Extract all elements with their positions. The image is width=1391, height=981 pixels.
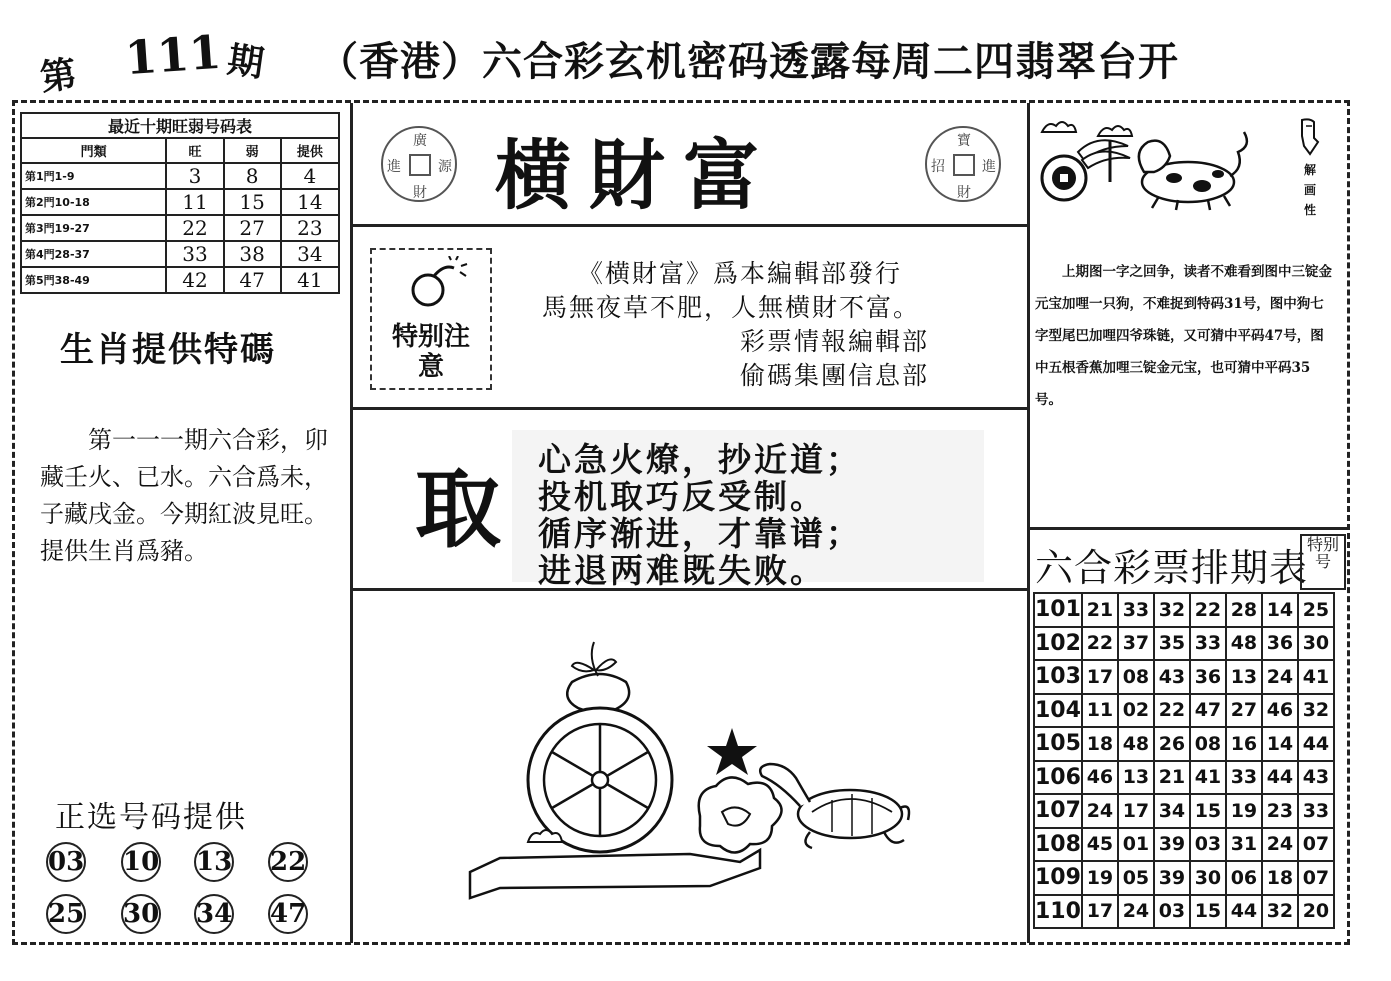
special-number: 20 (1298, 895, 1334, 929)
number: 48 (1226, 627, 1262, 661)
table-row (1034, 794, 1334, 828)
number: 43 (1154, 660, 1190, 694)
poem-line: 心急火燎，抄近道； (538, 440, 862, 479)
number: 32 (1262, 895, 1298, 929)
cell-pick: 41 (281, 267, 339, 293)
logo-title: 横財富 (495, 131, 777, 220)
cell-hot: 22 (166, 215, 223, 241)
number: 14 (1262, 593, 1298, 627)
number: 48 (1118, 727, 1154, 761)
intro-line: 偷碼集團信息部 (740, 361, 930, 390)
schedule-title: 六合彩票排期表 (1035, 546, 1309, 590)
special-number: 25 (1298, 593, 1334, 627)
intro-line: 《横財富》爲本編輯部發行 (578, 259, 903, 288)
row-label: 第1門1-9 (21, 163, 166, 189)
number: 06 (1226, 861, 1262, 895)
period: 108 (1034, 828, 1082, 862)
number: 05 (1118, 861, 1154, 895)
cell-pick: 14 (281, 189, 339, 215)
cell-pick: 34 (281, 241, 339, 267)
table-row (1034, 627, 1334, 661)
coin-char: 源 (438, 159, 452, 175)
table-row (1034, 828, 1334, 862)
cell-hot: 3 (166, 163, 223, 189)
poem-line: 循序渐进，才靠谱； (538, 514, 862, 553)
pick-number: 22 (268, 842, 308, 882)
table-row (1034, 660, 1334, 694)
special-number: 07 (1298, 828, 1334, 862)
number: 03 (1154, 895, 1190, 929)
number: 02 (1118, 694, 1154, 728)
number: 33 (1226, 761, 1262, 795)
number: 33 (1118, 593, 1154, 627)
recent-hot-cold-table (20, 112, 340, 294)
period: 102 (1034, 627, 1082, 661)
number: 41 (1190, 761, 1226, 795)
divider-left (350, 103, 353, 943)
number: 03 (1190, 828, 1226, 862)
col-header: 旺 (166, 138, 223, 163)
riddle-picture (1038, 112, 1258, 216)
number: 46 (1262, 694, 1298, 728)
number: 36 (1262, 627, 1298, 661)
number: 21 (1154, 761, 1190, 795)
pick-number: 25 (46, 894, 86, 934)
right-coin-emblem (925, 126, 1001, 202)
riddle-text: 上期图一字之回争，读者不难看到图中三锭金元宝加哩一只狗，不难捉到特码31号，图中狗七字型尾巴加哩四爷珠链，又可猜中平码47号，图中五根香蕉加哩三锭金元宝，也可猜中平码35号。 (1035, 264, 1332, 408)
special-number: 32 (1298, 694, 1334, 728)
issue-number: 111 (123, 24, 223, 86)
number: 31 (1226, 828, 1262, 862)
table-row (21, 163, 339, 189)
coin-char: 財 (957, 185, 971, 201)
pointing-hand-icon (1296, 116, 1322, 156)
number: 45 (1082, 828, 1118, 862)
zodiac-title: 生肖提供特碼 (60, 330, 276, 370)
bomb-icon (404, 256, 470, 312)
col-header: 提供 (281, 138, 339, 163)
left-coin-emblem (381, 126, 457, 202)
number: 44 (1226, 895, 1262, 929)
table-row (1034, 895, 1334, 929)
coin-char: 廣 (413, 133, 427, 149)
number: 35 (1154, 627, 1190, 661)
number: 24 (1118, 895, 1154, 929)
cell-cold: 38 (224, 241, 281, 267)
period: 101 (1034, 593, 1082, 627)
number: 23 (1262, 794, 1298, 828)
riddle-side-label: 解画性 (1303, 163, 1316, 217)
number: 22 (1082, 627, 1118, 661)
intro-line: 馬無夜草不肥，人無横財不富。 (542, 293, 921, 322)
pick-number: 13 (194, 842, 234, 882)
special-number-label: 特别号 (1300, 534, 1346, 590)
row-label: 第3門19-27 (21, 215, 166, 241)
number: 24 (1262, 660, 1298, 694)
pick-number: 30 (121, 894, 161, 934)
coin-char: 寶 (957, 133, 971, 149)
col-header: 門類 (21, 138, 166, 163)
number: 08 (1118, 660, 1154, 694)
divider-logo (352, 224, 1028, 227)
table-row (1034, 727, 1334, 761)
period: 104 (1034, 694, 1082, 728)
divider-notice (352, 407, 1028, 410)
table-row (21, 267, 339, 293)
number: 19 (1082, 861, 1118, 895)
number: 21 (1082, 593, 1118, 627)
issue-suffix: 期 (224, 39, 267, 86)
cell-cold: 27 (224, 215, 281, 241)
pick-number: 10 (121, 842, 161, 882)
cell-hot: 42 (166, 267, 223, 293)
picks-title: 正选号码提供 (55, 800, 247, 835)
period: 106 (1034, 761, 1082, 795)
cell-cold: 15 (224, 189, 281, 215)
special-number: 07 (1298, 861, 1334, 895)
number: 18 (1082, 727, 1118, 761)
number: 08 (1190, 727, 1226, 761)
cell-cold: 47 (224, 267, 281, 293)
riddle-illustration (460, 636, 920, 906)
number: 15 (1190, 794, 1226, 828)
period: 110 (1034, 895, 1082, 929)
coin-char: 進 (387, 159, 401, 175)
recent-table-title: 最近十期旺弱号码表 (21, 113, 339, 138)
number: 15 (1190, 895, 1226, 929)
zodiac-text: 第一一一期六合彩，卯藏壬火、已水。六合爲未，子藏戌金。今期紅波見旺。提供生肖爲豬。 (40, 426, 328, 565)
pick-number: 47 (268, 894, 308, 934)
number: 27 (1226, 694, 1262, 728)
special-number: 41 (1298, 660, 1334, 694)
period: 109 (1034, 861, 1082, 895)
number: 26 (1154, 727, 1190, 761)
number: 39 (1154, 828, 1190, 862)
special-number: 33 (1298, 794, 1334, 828)
period: 103 (1034, 660, 1082, 694)
number: 22 (1154, 694, 1190, 728)
table-row (1034, 861, 1334, 895)
table-row (21, 189, 339, 215)
number: 22 (1190, 593, 1226, 627)
number: 16 (1226, 727, 1262, 761)
row-label: 第2門10-18 (21, 189, 166, 215)
number: 17 (1082, 660, 1118, 694)
number: 24 (1082, 794, 1118, 828)
table-row (21, 215, 339, 241)
poem-line: 投机取巧反受制。 (538, 477, 826, 516)
pick-number: 34 (194, 894, 234, 934)
col-header: 弱 (224, 138, 281, 163)
number: 34 (1154, 794, 1190, 828)
special-number: 43 (1298, 761, 1334, 795)
poem-big-char: 取 (415, 460, 501, 560)
table-row (1034, 761, 1334, 795)
row-label: 第4門28-37 (21, 241, 166, 267)
number: 18 (1262, 861, 1298, 895)
special-number: 30 (1298, 627, 1334, 661)
number: 28 (1226, 593, 1262, 627)
row-label: 第5門38-49 (21, 267, 166, 293)
number: 17 (1082, 895, 1118, 929)
number: 33 (1190, 627, 1226, 661)
divider-right (1027, 103, 1030, 943)
number: 24 (1262, 828, 1298, 862)
number: 30 (1190, 861, 1226, 895)
number: 14 (1262, 727, 1298, 761)
number: 19 (1226, 794, 1262, 828)
number: 32 (1154, 593, 1190, 627)
coin-char: 財 (413, 185, 427, 201)
number: 01 (1118, 828, 1154, 862)
cell-hot: 11 (166, 189, 223, 215)
period: 105 (1034, 727, 1082, 761)
cell-cold: 8 (224, 163, 281, 189)
schedule-table (1033, 592, 1335, 929)
pick-number: 03 (46, 842, 86, 882)
number: 11 (1082, 694, 1118, 728)
cell-hot: 33 (166, 241, 223, 267)
notice-label: 特别注意 (391, 322, 470, 382)
number: 17 (1118, 794, 1154, 828)
cell-pick: 4 (281, 163, 339, 189)
coin-char: 進 (982, 159, 996, 175)
table-row (1034, 694, 1334, 728)
cell-pick: 23 (281, 215, 339, 241)
header-title: （香港）六合彩玄机密码透露每周二四翡翠台开 (318, 39, 1179, 85)
table-row (1034, 593, 1334, 627)
poem-line: 进退两难既失败。 (538, 551, 826, 590)
number: 44 (1262, 761, 1298, 795)
issue-prefix: 第 (37, 53, 80, 100)
number: 39 (1154, 861, 1190, 895)
coin-char: 招 (931, 159, 945, 175)
number: 13 (1118, 761, 1154, 795)
divider-riddle (1030, 527, 1348, 530)
number: 36 (1190, 660, 1226, 694)
number: 37 (1118, 627, 1154, 661)
special-number: 44 (1298, 727, 1334, 761)
number: 47 (1190, 694, 1226, 728)
number: 46 (1082, 761, 1118, 795)
table-row (21, 241, 339, 267)
period: 107 (1034, 794, 1082, 828)
number: 13 (1226, 660, 1262, 694)
intro-line: 彩票情報編輯部 (740, 327, 930, 356)
